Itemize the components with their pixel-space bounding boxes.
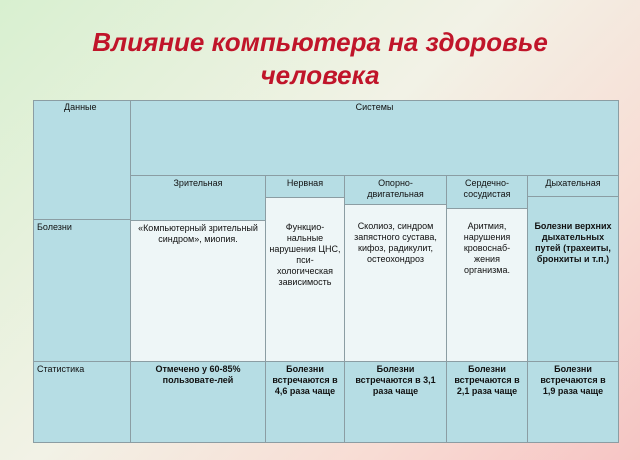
column-header-nervous [265, 175, 345, 198]
column-header-cardiovascular [446, 175, 528, 209]
diseases-respiratory-text: Болезни верхних дыхательных путей (трахеиты, бронхиты и т.п.) [534, 221, 612, 264]
row-label-statistics-text: Статистика [37, 364, 85, 374]
systems-header [130, 100, 619, 176]
column-header-nervous-text: Нервная [286, 178, 324, 188]
column-header-respiratory [527, 175, 619, 197]
column-header-musculoskeletal-text: Опорно-двигательная [367, 178, 424, 199]
column-header-visual-text: Зрительная [173, 178, 223, 188]
diseases-nervous [265, 197, 345, 362]
statistics-nervous-text: Болезни встречаются в 4,6 раза чаще [272, 364, 338, 396]
statistics-cardiovascular [446, 361, 528, 443]
column-header-musculoskeletal [344, 175, 447, 205]
corner-header [33, 100, 131, 220]
statistics-visual-text: Отмечено у 60-85% пользовате-лей [155, 364, 241, 385]
column-header-cardiovascular-text: Сердечно-сосудистая [463, 178, 511, 199]
column-header-visual [130, 175, 266, 221]
diseases-visual-text: «Компьютерный зрительный синдром», миопия. [138, 223, 258, 244]
title-line-2: человека [260, 60, 380, 90]
systems-header-text: Системы [355, 102, 394, 112]
diseases-visual [130, 220, 266, 362]
statistics-nervous [265, 361, 345, 443]
diseases-cardiovascular [446, 208, 528, 362]
column-header-respiratory-text: Дыхательная [545, 178, 601, 188]
title-line-1: Влияние компьютера на здоровье [92, 27, 548, 57]
diseases-musculoskeletal-text: Сколиоз, синдром запястного сустава, кифоз, радикулит, остеохондроз [354, 221, 437, 264]
diseases-musculoskeletal [344, 204, 447, 362]
statistics-respiratory-text: Болезни встречаются в 1,9 раза чаще [540, 364, 606, 396]
statistics-visual [130, 361, 266, 443]
statistics-musculoskeletal-text: Болезни встречаются в 3,1 раза чаще [355, 364, 436, 396]
diseases-cardiovascular-text: Аритмия, нарушения кровоснаб-жения организма. [463, 221, 511, 275]
row-label-statistics [33, 361, 131, 443]
statistics-cardiovascular-text: Болезни встречаются в 2,1 раза чаще [454, 364, 520, 396]
corner-header-text: Данные [64, 102, 97, 112]
statistics-musculoskeletal [344, 361, 447, 443]
row-label-diseases-text: Болезни [37, 222, 72, 232]
diseases-respiratory [527, 196, 619, 362]
statistics-respiratory [527, 361, 619, 443]
diseases-nervous-text: Функцио-нальные нарушения ЦНС, пси-хологическая зависимость [269, 222, 341, 287]
row-label-diseases [33, 219, 131, 364]
